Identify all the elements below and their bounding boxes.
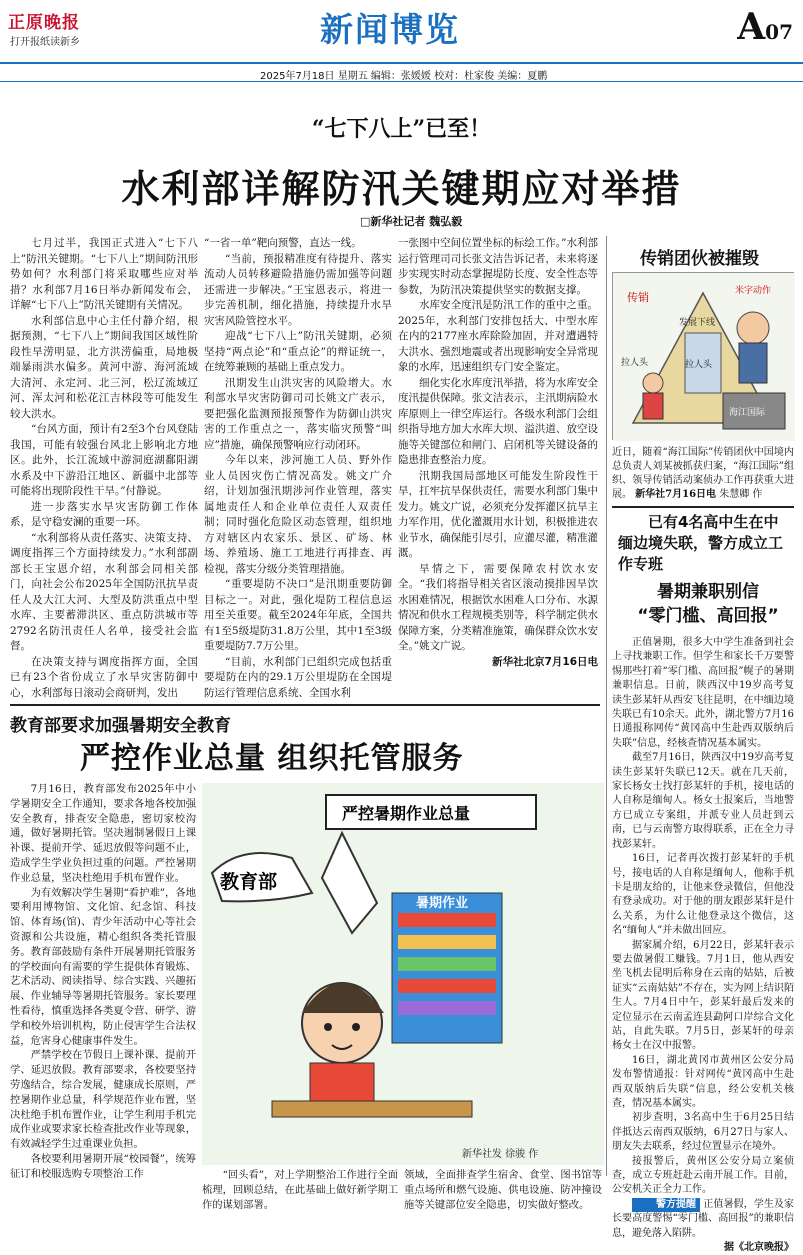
sidebar-bottom-subtitle: 暑期兼职别信 “零门槛、高回报”: [637, 582, 779, 626]
sidebar-bottom-title: 已有4名高中生在中 缅边境失联，警方成立工 作专班: [618, 513, 784, 573]
cartoon-label-6: 拉人头: [685, 360, 713, 370]
cartoon2-homework-label: 暑期作业: [416, 896, 469, 911]
tip-badge: 警方提醒: [632, 1198, 700, 1212]
issue-meta: 2025年7月18日 星期五 编辑：张媛媛 校对：杜家俊 美编：夏鹏: [0, 62, 803, 82]
cartoon-label-5: 海江国际: [729, 408, 766, 418]
lead-headline: 水利部详解防汛关键期应对举措: [121, 167, 682, 211]
lead-kicker: “七下八上”已至！: [311, 116, 492, 142]
cartoon-label-4: 米字动作: [735, 286, 772, 296]
cartoon-illustration: [613, 273, 795, 441]
column-divider: [606, 236, 607, 1176]
cartoon-label-1: 传销: [627, 291, 649, 304]
sidebar-bottom-source: 据《北京晚报》: [724, 1242, 794, 1254]
section-title: 新闻博览: [320, 10, 460, 49]
lead-byline: □新华社记者 魏弘毅: [360, 215, 463, 228]
cartoon-label-2: 拉人头: [621, 358, 649, 368]
sidebar-top-title: 传销团伙被摧毁: [640, 249, 759, 269]
second-column-1: 7月16日，教育部发布2025年中小学暑期安全工作通知，要求各地各校加强安全教育，排查安全隐患，密切家校沟通，做好暑期托管。坚决遏制暑假日上课补课、提前开学、延迟放假等问题不止，造成学生学业负担过重的问题。严控暑期作业总量，坚决杜绝用手机布置作业。 为有效解决学生暑期“看护难”，各地要利用博物馆、文化馆、纪念馆、科技馆、体育场(馆)、青少年活动中心等社会资源和公共设施，精心组织各类托管服务。教育部鼓励有条件开展暑期托管服务的学校面向有需要的学生提供体育锻炼、艺术活动、阅读指导、综合实践、兴趣拓展、作业辅导等暑期托管服务。家长要理性看待，慎重选择各类夏令营、研学、游学和校外培训机构，防止侵害学生合法权益，危害身心健康事件发生。 严禁学校在节假日上课补课、提前开学、延迟放假。教育部要求，各校要坚持劳逸结合，综合发展，健康成长原则，严控暑期作业总量，科学规范作业布置，坚决杜绝手机布置作业，让学生利用手机完成作业或要求家长检查批改作业等现象，有效减轻学生过重课业负担。 各校要利用暑期开展“校园餐”，统筹征订和校服选购专项整治工作: [10, 783, 196, 1180]
masthead: [0, 0, 803, 62]
cartoon-caption: 近日，随着“海江国际”传销团伙中国境内总负责人刘某被抓获归案，“海江国际”组织、领导传销活动案侦办工作再获重大进展。 新华社7月16日电 朱慧卿 作: [612, 447, 794, 500]
lead-column-3: 一张图中空间位置坐标的标绘工作。”水利部运行管理司司长张文洁告诉记者，未来将逐步实现实时动态掌握堤防长度、安全性态等参数，为防汛决策提供坚实的数据支撑。 水库安全度汛是防汛工作的重中之重。2025年，水利部门安排包括大、中型水库在内的2177座水库除险加固，并对遭遇特大洪水、强烈地震或者出现影响安全异常现象的水库，迅速组织专门安全鉴定。 细化实化水库度汛举措，将为水库安全度汛提供保障。张文洁表示，主汛期病险水库原则上一律空库运行。各级水利部门会组织指导地方加大水库大坝、溢洪道、放空设施等关键部位和闸门、启闭机等关键设备的隐患排查整治力度。 汛期我国局部地区可能发生阶段性干旱，扛牢抗旱保供责任，需要水利部门集中发力。姚文广说，必须充分发挥灌区抗旱主力军作用，优化灌溉用水计划，积极推进农业节水，确保能引尽引，应灌尽灌，精准灌溉。 旱情之下，需要保障农村饮水安全。“我们将指导相关省区滚动摸排因旱饮水困难情况，根据饮水困难人口分布、水源情况和供水工程规模类别等，科学制定供水保障方案，分类精准施策，确保群众饮水安全。”姚文广说。 新华社北京7月16日电: [398, 236, 598, 698]
second-bottom-column-1: “回头看”，对上学期整治工作进行全面梳理，回顾总结，在此基础上做好新学期工作的谋划部署。: [202, 1169, 398, 1211]
second-kicker: 教育部要求加强暑期安全教育: [10, 716, 231, 736]
cartoon-pyramid-scheme: [612, 272, 794, 440]
cartoon2-banner: 严控暑期作业总量: [342, 804, 471, 823]
cartoon-illustration-2: [202, 783, 604, 1165]
cartoon2-ministry: 教育部: [220, 871, 278, 893]
newspaper-logo: 正原晚报: [8, 13, 80, 33]
cartoon-homework: [202, 783, 604, 1165]
newspaper-slogan: 打开报纸读新乡: [10, 37, 80, 48]
lead-column-2: “一省一单”靶向预警，直达一线。 “当前，预报精准度有待提升、落实流动人员转移避险措施仍需加强等问题还需进一步解决。”王宝恩表示，将进一步完善机制，细化措施，持续提升水旱灾害风险管控水平。 迎战“七下八上”防汛关键期，必须坚持“两点论”和“重点论”的辩证统一，在统筹兼顾的基础上重点发力。 汛期发生山洪灾害的风险增大。水利部水旱灾害防御司司长姚文广表示，要把强化监测预报预警作为防御山洪灾害的工作重点之一，落实临灾预警“叫应”措施，确保预警响应行动闭环。 今年以来，涉河施工人员、野外作业人员因灾伤亡情况高发。姚文广介绍，计划加强汛期涉河作业管理，落实属地责任人和企业单位责任人双责任制；同时强化危险区动态管理，组织地方对辖区内农家乐、景区、矿场、林场、养殖场、施工工地进行再排查、再检视，落实分级分类管理措施。 “重要堤防不决口”是汛期重要防御目标之一。对此，强化堤防工程信息运用至关重要。截至2024年年底，全国共有1至5级堤防31.8万公里，其中1至3级重要堤防7.7万公里。 “目前，水利部门已组织完成包括重要堤防在内的29.1万公里堤防在全国堤防运行管理信息系统、全国水利: [204, 237, 392, 699]
cartoon2-credit: 新华社发 徐骏 作: [462, 1149, 539, 1160]
cartoon-label-3: 发展下线: [679, 318, 716, 328]
lead-source: 新华社北京7月16日电: [492, 655, 598, 668]
page-number: A07: [737, 6, 793, 48]
lead-column-1: 七月过半，我国正式进入“七下八上”防汛关键期。“七下八上”期间防汛形势如何？水利部门将采取哪些应对举措？水利部7月16日举办新闻发布会，详解“七下八上”防汛关键期有关情况。 水利部信息中心主任付静介绍，根据预测，“七下八上”期间我国区域性阶段性旱涝明显，北方洪涝偏重，局地极端暴雨洪水偏多。黄河中游、海河流域大清河、永定河、北三河，松辽流域辽河、浑太河和松花江吉林段等可能发生较大洪水。 “台风方面，预计有2至3个台风登陆我国，可能有较强台风北上影响北方地区。此外，长江流域中游洞庭湖鄱阳湖水系及中下游沿江地区、新疆中北部等可能将出现阶段性干旱。”付静说。 进一步落实水旱灾害防御工作体系，是守稳安澜的重要一环。 “水利部将从责任落实、决策支持、调度指挥三个方面持续发力。”水利部副部长王宝恩介绍，水利部会同相关部门，向社会公布2025年全国防汛抗旱责任人及大江大河、大型及防洪重点中型水库、主要蓄滞洪区、重点防洪城市等2792名防汛责任人名单，接受社会监督。 在决策支持与调度指挥方面，全国已有23个省份成立了水旱灾害防御中心，水利部每日滚动会商研判，发出: [10, 237, 198, 699]
story-divider: [10, 704, 600, 706]
sidebar-divider: [612, 506, 794, 508]
second-headline: 严控作业总量 组织托管服务: [80, 741, 464, 776]
sidebar-bottom-body: 正值暑期，很多大中学生准备到社会上寻找兼职工作。但学生和家长千万要警惕那些打着“零门槛、高回报”幌子的暑期兼职信息。日前，陕西汉中19岁高考复读生彭某轩从西安飞往昆明，在中缅边境失联已有10余天。此外，湖北警方7月16日通报称网传“黄冈高中生赴西双版纳后失联”信息，经核查情况基本属实。 截至7月16日，陕西汉中19岁高考复读生彭某轩失联已12天。就在几天前，家长杨女士找打彭某轩的手机，接电话的人自称是缅甸人。杨女士报案后，当地警方已成立专案组，并派专业人员赶到云南，已与云南警方取得联系，正在全力寻找彭某轩。 16日，记者再次拨打彭某轩的手机号，接电话的人自称是缅甸人，他称手机卡是朋友给的，让他来登录微信，但他没有登录成功。对于他的朋友跟彭某轩是什么关系，为什么让他登录这个微信，这名“缅甸人”并未做出回应。 据家属介绍，6月22日，彭某轩表示要去做暑假工赚钱。7月1日，他从西安坐飞机去昆明后称身在云南的姑姑，后被证实“云南姑姑”不存在，实为网上结识陌生人。7月4日中午，彭某轩最后发来的定位显示在云南孟连县勐阿口岸综合文化站，自此失联。7月5日，彭某轩的母亲杨女士在汉中报警。 16日，湖北黄冈市黄州区公安分局发布警情通报：针对网传“黄冈高中生赴西双版纳后失联”信息，经公安机关核查，情况基本属实。 初步查明，3名高中生于6月25日结伴抵达云南西双版纳，6月27日与家人、朋友失去联系，经过位置显示在境外。 接报警后，黄州区公安分局立案侦查，成立专班赶赴云南开展工作。目前，公安机关正全力工作。 警方提醒 正值暑假，学生及家长要高度警惕“零门槛、高回报”的兼职信息，避免落入陷阱。 据《北京晚报》: [612, 636, 794, 1192]
second-bottom-column-2: 领域，全面排查学生宿舍、食堂、图书馆等重点场所和燃气设施、供电设施、防冲撞设施等关键部位安全隐患，切实做好整改。: [404, 1169, 602, 1211]
